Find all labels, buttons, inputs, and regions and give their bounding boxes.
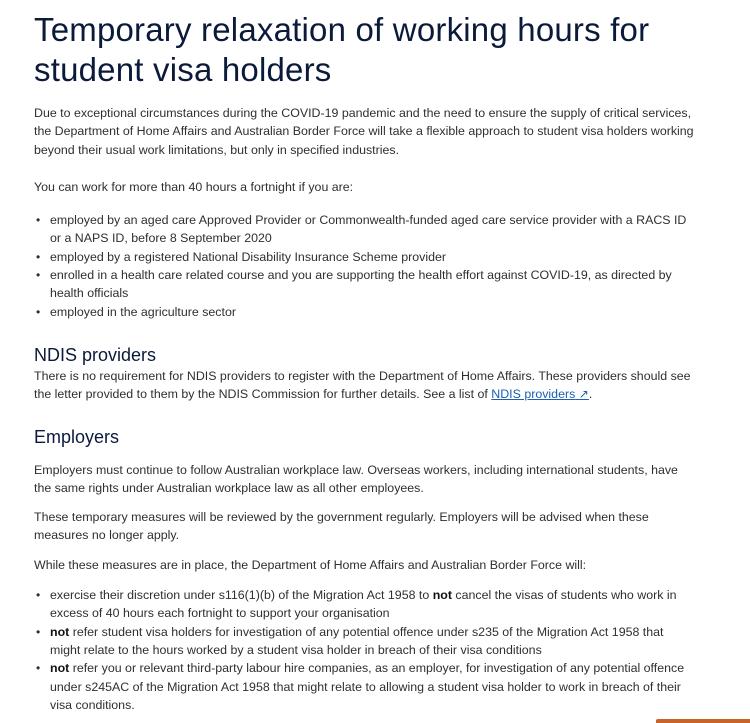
bullet-icon: •	[36, 268, 41, 283]
measures-list	[34, 586, 694, 714]
accent-bar	[656, 719, 750, 723]
bullet-icon: •	[36, 304, 41, 319]
measure-bold: not	[432, 588, 452, 603]
bullet-icon: •	[36, 249, 41, 264]
bullet-icon: •	[36, 588, 41, 603]
list-item	[36, 623, 694, 660]
ndis-text: There is no requirement for NDIS providers to register with the Department of Home Affairs. These providers should see the letter provided to them by the NDIS Commission for further details. See a list of	[34, 368, 691, 402]
measure-post: cancel the visas of students who work in excess of 40 hours each fortnight to support your organisation	[50, 588, 677, 621]
bullet-icon: •	[36, 213, 41, 228]
list-item-text: enrolled in a health care related course and you are supporting the health effort against COVID-19, as directed by health officials	[50, 268, 672, 301]
bullet-icon: •	[36, 624, 41, 639]
employers-paragraph-2: These temporary measures will be reviewed by the government regularly. Employers will be advised when these measures no longer apply.	[34, 510, 649, 543]
ndis-providers-link-label: NDIS providers	[491, 387, 576, 402]
list-item-text: employed by an aged care Approved Provider or Commonwealth-funded aged care service provider with a RACS ID or a NAPS ID, before 8 September 2020	[50, 213, 687, 246]
measure-bold: not	[50, 624, 70, 639]
ndis-heading: NDIS providers	[34, 344, 157, 365]
eligibility-lead: You can work for more than 40 hours a fortnight if you are:	[34, 179, 354, 194]
employers-paragraph-1: Employers must continue to follow Australian workplace law. Overseas workers, including international students, have the same rights under Australian workplace law as all other employees.	[34, 462, 678, 495]
list-item	[36, 659, 694, 714]
page-title: Temporary relaxation of working hours for student visa holders	[34, 11, 650, 88]
measure-bold: not	[50, 661, 70, 676]
list-item	[36, 303, 694, 321]
measure-pre: exercise their discretion under s116(1)(b) of the Migration Act 1958 to	[50, 588, 433, 603]
eligibility-list	[34, 211, 694, 321]
measure-post: refer student visa holders for investigation of any potential offence under s235 of the Migration Act 1958 that might relate to the hours worked by a student visa holder in breach of their visa conditions	[50, 624, 664, 657]
measure-post: refer you or relevant third-party labour hire companies, as an employer, for investigation of any potential offence under s245AC of the Migration Act 1958 that might relate to allowing a student visa holder to work in breach of their visa conditions.	[50, 661, 685, 712]
list-item	[36, 248, 694, 266]
ndis-after-link: .	[588, 387, 593, 402]
bullet-icon: •	[36, 661, 41, 676]
external-link-icon: ↗	[578, 387, 589, 402]
page-content	[34, 0, 694, 714]
employers-heading: Employers	[34, 426, 120, 447]
employers-paragraph-3: While these measures are in place, the Department of Home Affairs and Australian Border Force will:	[34, 557, 587, 572]
ndis-paragraph	[34, 367, 694, 404]
list-item-text: employed by a registered National Disability Insurance Scheme provider	[50, 249, 447, 264]
list-item	[36, 211, 694, 248]
intro-paragraph: Due to exceptional circumstances during the COVID-19 pandemic and the need to ensure the supply of critical services, the Department of Home Affairs and Australian Border Force will take a flexible approach to student visa holders working beyond their usual work limitations, but only in specified industries.	[34, 106, 694, 157]
ndis-providers-link[interactable]	[491, 387, 589, 401]
list-item-text: employed in the agriculture sector	[50, 304, 236, 319]
list-item	[36, 586, 694, 623]
list-item	[36, 266, 694, 303]
